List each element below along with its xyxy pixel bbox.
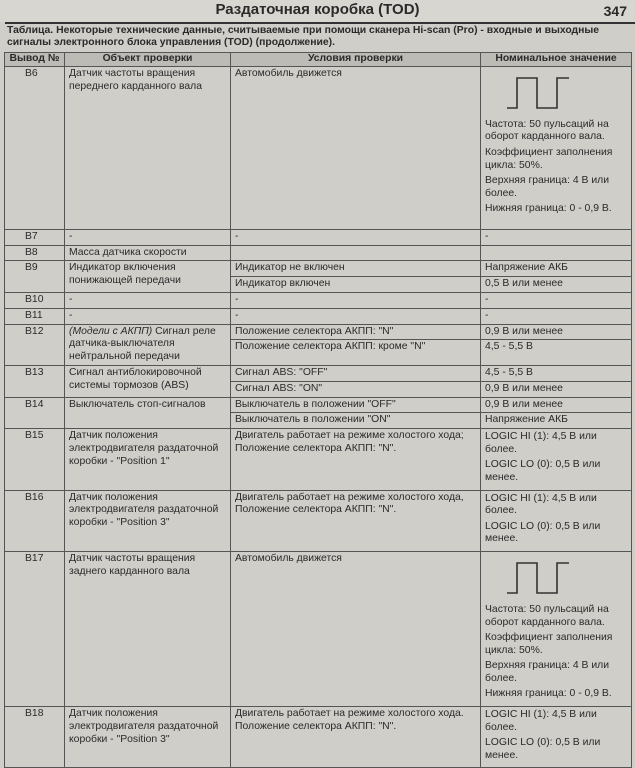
value-cell — [481, 66, 632, 229]
pin-cell: B18 — [5, 707, 65, 768]
table-row — [5, 229, 632, 245]
value-line: Нижняя граница: 0 - 0,9 В. — [485, 688, 612, 700]
value-line: 4,5 - 5,5 В — [481, 366, 631, 382]
table-row — [5, 365, 632, 397]
value-line: Частота: 50 пульсаций на оборот карданного вала. — [485, 118, 609, 143]
condition-line: Сигнал ABS: "OFF" — [231, 366, 480, 382]
page-title: Раздаточная коробка (TOD) — [215, 1, 420, 18]
pin-cell: B11 — [5, 308, 65, 324]
value-line: Напряжение АКБ — [481, 261, 631, 277]
value-line: 0,9 В или менее — [485, 382, 563, 394]
table-row — [5, 245, 632, 261]
table-row — [5, 308, 632, 324]
condition-cell — [231, 397, 481, 429]
object-cell: Сигнал антиблокировочной системы тормозов (ABS) — [65, 365, 231, 397]
value-cell — [481, 324, 632, 365]
condition-cell — [231, 245, 481, 261]
value-line: Частота: 50 пульсаций на оборот карданного вала. — [485, 603, 609, 628]
value-line: Коэффициент заполнения цикла: 50%. — [485, 632, 613, 656]
table-row — [5, 429, 632, 490]
condition-cell — [231, 261, 481, 293]
pin-cell: B7 — [5, 229, 65, 245]
value-cell — [481, 261, 632, 293]
pin-cell: B6 — [5, 66, 65, 229]
table-header-row — [5, 53, 632, 67]
object-cell: Выключатель стоп-сигналов — [65, 397, 231, 429]
value-line: LOGIC HI (1): 4,5 В или более. — [485, 492, 597, 517]
pin-cell: B9 — [5, 261, 65, 293]
pulse-waveform-diagram — [507, 560, 569, 596]
condition-cell: Автомобиль движется — [231, 551, 481, 706]
value-line: 0,5 В или менее — [485, 278, 563, 290]
condition-cell: Двигатель работает на режиме холостого хода, Положение селектора АКПП: "N". — [231, 490, 481, 551]
value-line: 0,9 В или менее — [481, 325, 631, 341]
pulse-waveform-diagram — [507, 75, 569, 111]
condition-cell: Двигатель работает на режиме холостого хода. Положение селектора АКПП: "N". — [231, 707, 481, 768]
value-line: Напряжение АКБ — [485, 414, 568, 426]
value-line: Нижняя граница: 0 - 0,9 В. — [485, 203, 612, 215]
condition-cell: - — [231, 229, 481, 245]
value-line: LOGIC LO (0): 0,5 В или менее. — [485, 459, 601, 483]
value-line: Коэффициент заполнения цикла: 50%. — [485, 146, 613, 171]
page-header — [0, 0, 635, 22]
pin-cell: B12 — [5, 324, 65, 365]
pin-cell: B8 — [5, 245, 65, 261]
pin-cell: B17 — [5, 551, 65, 706]
value-line: LOGIC LO (0): 0,5 В или менее. — [485, 737, 601, 761]
condition-cell: Автомобиль движется — [231, 66, 481, 229]
value-line: 4,5 - 5,5 В — [485, 341, 533, 353]
value-cell — [481, 245, 632, 261]
pin-cell: B10 — [5, 292, 65, 308]
table-row — [5, 324, 632, 365]
column-header: Объект проверки — [65, 53, 231, 67]
table-row — [5, 551, 632, 706]
object-cell: Индикатор включения понижающей передачи — [65, 261, 231, 293]
condition-line: Выключатель в положении "ON" — [235, 414, 391, 426]
object-cell: - — [65, 308, 231, 324]
column-header: Условия проверки — [231, 53, 481, 67]
condition-line: Индикатор не включен — [231, 261, 480, 277]
object-text: Сигнал реле датчика-выключателя нейтральной передачи — [69, 325, 216, 363]
condition-cell: Двигатель работает на режиме холостого хода; Положение селектора АКПП: "N". — [231, 429, 481, 490]
table-row — [5, 490, 632, 551]
table-row — [5, 66, 632, 229]
object-cell: Масса датчика скорости — [65, 245, 231, 261]
value-cell: - — [481, 308, 632, 324]
page-number: 347 — [603, 3, 627, 19]
object-cell: Датчик положения электродвигателя раздаточной коробки - "Position 3" — [65, 490, 231, 551]
condition-cell: - — [231, 308, 481, 324]
value-cell: - — [481, 229, 632, 245]
condition-line: Положение селектора АКПП: кроме "N" — [235, 341, 426, 353]
table-row — [5, 292, 632, 308]
object-cell: Датчик положения электродвигателя раздаточной коробки - "Position 1" — [65, 429, 231, 490]
table-caption: Таблица. Некоторые технические данные, считываемые при помощи сканера Hi-scan (Pro) - входные и выходные сигналы электронного блока управления (TOD) (продолжение). — [7, 25, 600, 48]
header-rule — [5, 22, 635, 24]
object-note: (Модели с АКПП) — [69, 325, 153, 337]
object-cell: - — [65, 292, 231, 308]
object-cell: Датчик частоты вращения заднего карданного вала — [65, 551, 231, 706]
condition-cell — [231, 324, 481, 365]
value-line: Верхняя граница: 4 В или более. — [485, 175, 609, 199]
condition-line: Положение селектора АКПП: "N" — [231, 325, 480, 341]
condition-cell — [231, 365, 481, 397]
value-line: LOGIC HI (1): 4,5 В или более. — [485, 431, 597, 455]
value-line: LOGIC HI (1): 4,5 В или более. — [485, 709, 597, 733]
value-cell: - — [481, 292, 632, 308]
value-cell — [481, 707, 632, 768]
pin-cell: B14 — [5, 397, 65, 429]
value-cell — [481, 551, 632, 706]
value-line: Верхняя граница: 4 В или более. — [485, 660, 609, 684]
object-cell — [65, 324, 231, 365]
value-cell — [481, 490, 632, 551]
column-header: Вывод № — [5, 53, 65, 67]
object-cell: Датчик положения электродвигателя раздаточной коробки - "Position 3" — [65, 707, 231, 768]
value-line: 0,9 В или менее — [481, 398, 631, 414]
table-row — [5, 397, 632, 429]
object-cell: Датчик частоты вращения переднего карданного вала — [65, 66, 231, 229]
pin-cell: B15 — [5, 429, 65, 490]
pin-cell: B13 — [5, 365, 65, 397]
value-line: LOGIC LO (0): 0,5 В или менее. — [485, 520, 601, 545]
column-header: Номинальное значение — [481, 53, 632, 67]
signals-table — [4, 52, 632, 768]
object-cell: - — [65, 229, 231, 245]
condition-line: Индикатор включен — [235, 278, 331, 290]
value-cell — [481, 365, 632, 397]
condition-cell: - — [231, 292, 481, 308]
table-row — [5, 707, 632, 768]
condition-line: Выключатель в положении "OFF" — [231, 398, 480, 414]
value-cell — [481, 397, 632, 429]
value-cell — [481, 429, 632, 490]
condition-line: Сигнал ABS: "ON" — [235, 382, 323, 394]
table-row — [5, 261, 632, 293]
pin-cell: B16 — [5, 490, 65, 551]
